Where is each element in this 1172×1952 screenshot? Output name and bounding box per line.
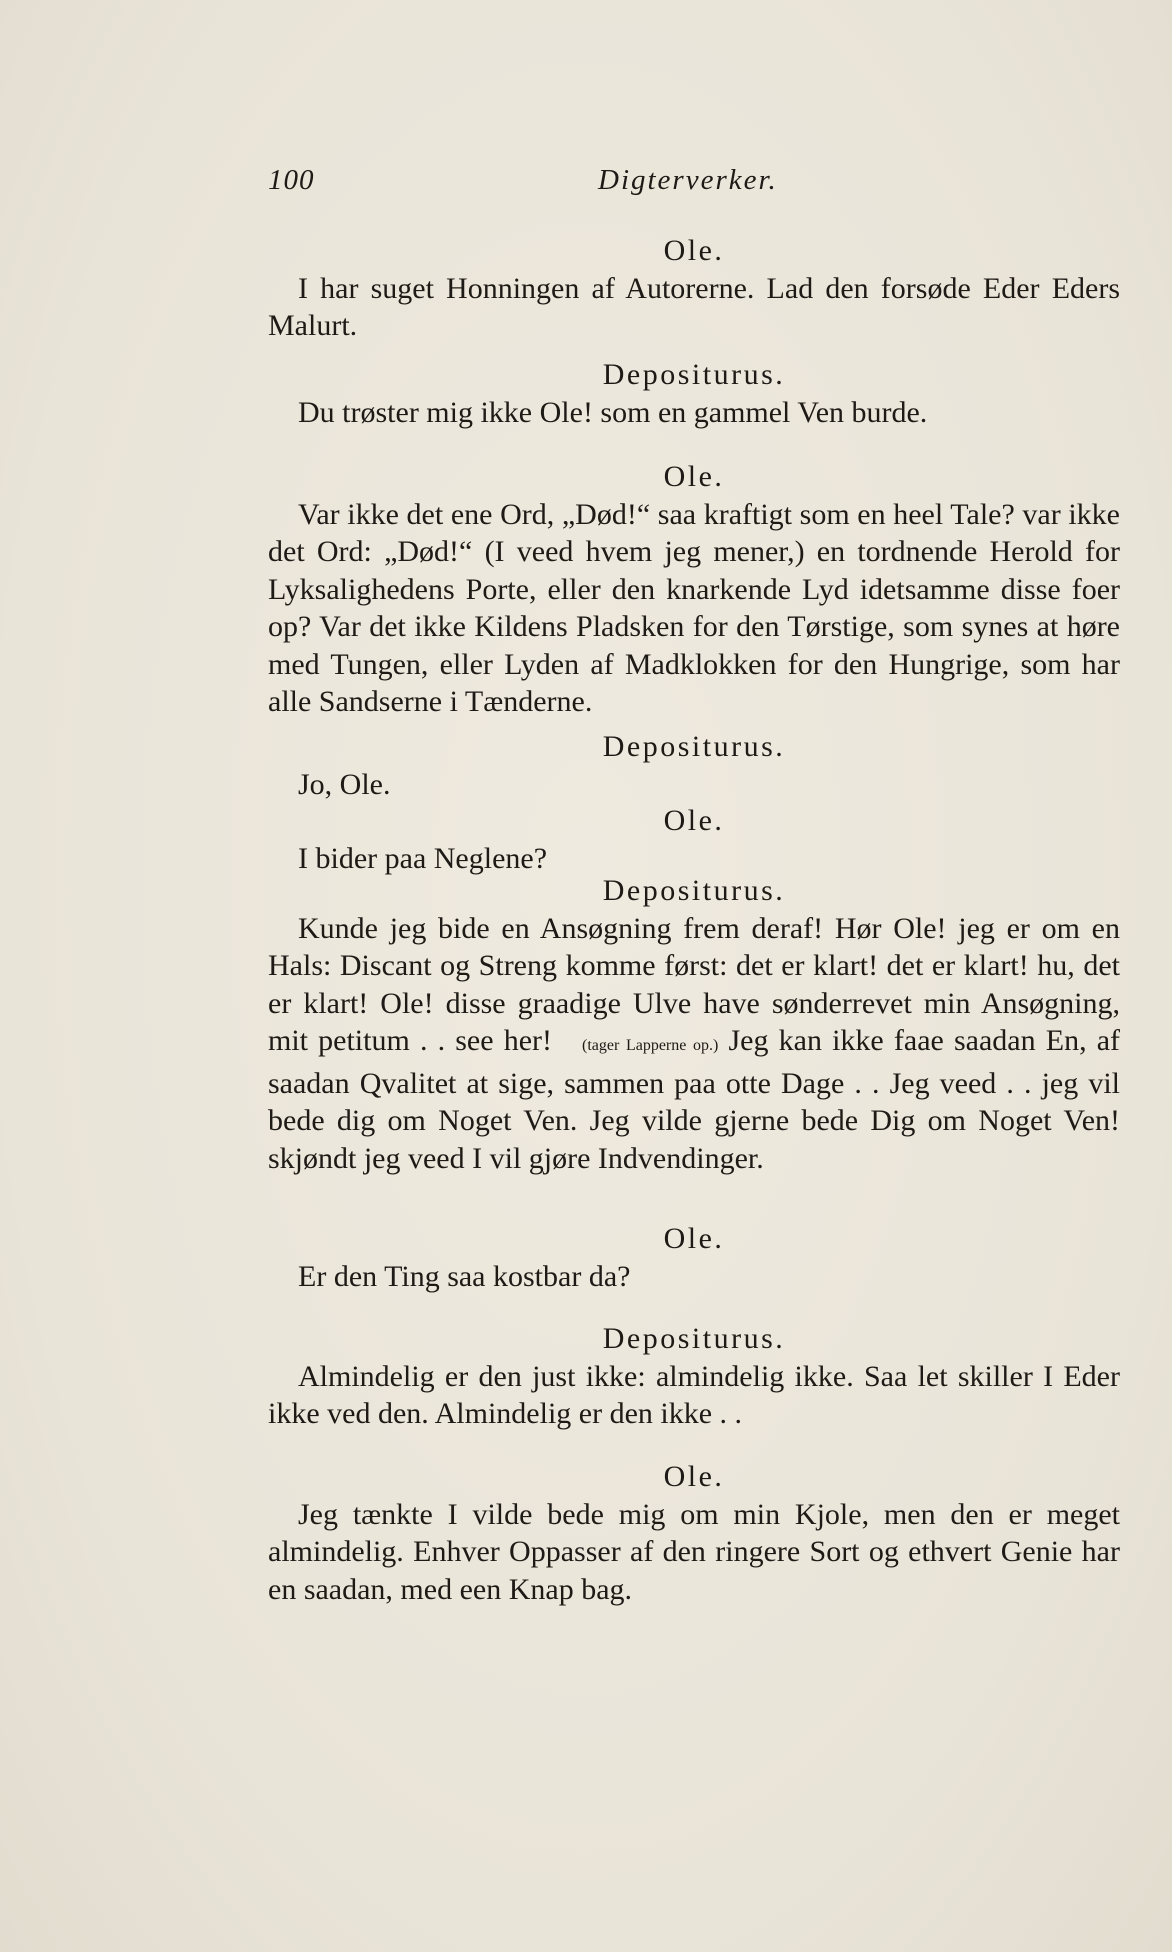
dialogue-block <box>268 356 1120 431</box>
speech-text-part: Jeg kan ikke faae saadan En, af saadan Qvalitet at sige, sammen paa otte Dage . . Jeg veed . . jeg vil bede dig om Noget Ven. Jeg vilde gjerne bede Dig om Noget Ven! skjøndt jeg veed I vil gjøre Indvendinger. <box>268 1024 1121 1175</box>
dialogue-block <box>268 1320 1120 1433</box>
speech-text: I bider paa Neglene? <box>298 841 548 875</box>
speaker-name: Ole. <box>663 804 725 837</box>
speaker-name: Depositurus. <box>602 358 786 391</box>
stage-direction: (tager Lapperne op.) <box>582 1037 719 1054</box>
speech-text <box>268 910 1120 1178</box>
dialogue-block <box>268 872 1120 1177</box>
speaker-name: Depositurus. <box>602 730 786 763</box>
dialogue-block <box>268 458 1120 721</box>
speech-text: Er den Ting saa kostbar da? <box>298 1259 631 1293</box>
running-title: Digterverker. <box>598 164 778 196</box>
dialogue-block <box>268 802 1120 877</box>
speaker-name: Ole. <box>663 1222 725 1255</box>
dialogue-block <box>268 1458 1120 1608</box>
dialogue-block <box>268 1220 1120 1295</box>
speech-text: Jeg tænkte I vilde bede mig om min Kjole, men den er meget almindelig. Enhver Oppasser af den ringere Sort og ethvert Genie har en saadan, med een Knap bag. <box>268 1497 1120 1606</box>
speech-text: Du trøster mig ikke Ole! som en gammel Ven burde. <box>298 395 928 429</box>
dialogue-block <box>268 232 1120 345</box>
speech-text: Jo, Ole. <box>298 767 391 801</box>
page-header <box>268 160 1118 204</box>
speaker-name: Depositurus. <box>602 874 786 907</box>
speech-text: Almindelig er den just ikke: almindelig ikke. Saa let skiller I Eder ikke ved den. Almindelig er den ikke . . <box>268 1359 1120 1430</box>
speech-text: I har suget Honningen af Autorerne. Lad den forsøde Eder Eders Malurt. <box>268 271 1120 342</box>
speaker-name: Ole. <box>663 460 725 493</box>
page-number: 100 <box>268 164 315 196</box>
dialogue-block <box>268 728 1120 803</box>
speech-text: Var ikke det ene Ord, „Død!“ saa kraftigt som en heel Tale? var ikke det Ord: „Død!“ (I veed hvem jeg mener,) en tordnende Herold for Lyksalighedens Porte, eller den knarkende Lyd idetsamme disse foer op? Var det ikke Kildens Pladsken for den Tørstige, som synes at høre med Tungen, eller Lyden af Madklokken for den Hungrige, som har alle Sandserne i Tænderne. <box>268 497 1120 718</box>
speaker-name: Ole. <box>663 234 725 267</box>
speech-text-part: Kunde jeg bide en Ansøgning frem deraf! Hør Ole! jeg er om en Hals: Discant og Streng komme først: det er klart! det er klart! hu, det er klart! Ole! disse graadige Ulve have sønderrevet min Ansøgning, mit petitum . . see her! <box>268 911 1120 1057</box>
speaker-name: Ole. <box>663 1460 725 1493</box>
speaker-name: Depositurus. <box>602 1322 786 1355</box>
